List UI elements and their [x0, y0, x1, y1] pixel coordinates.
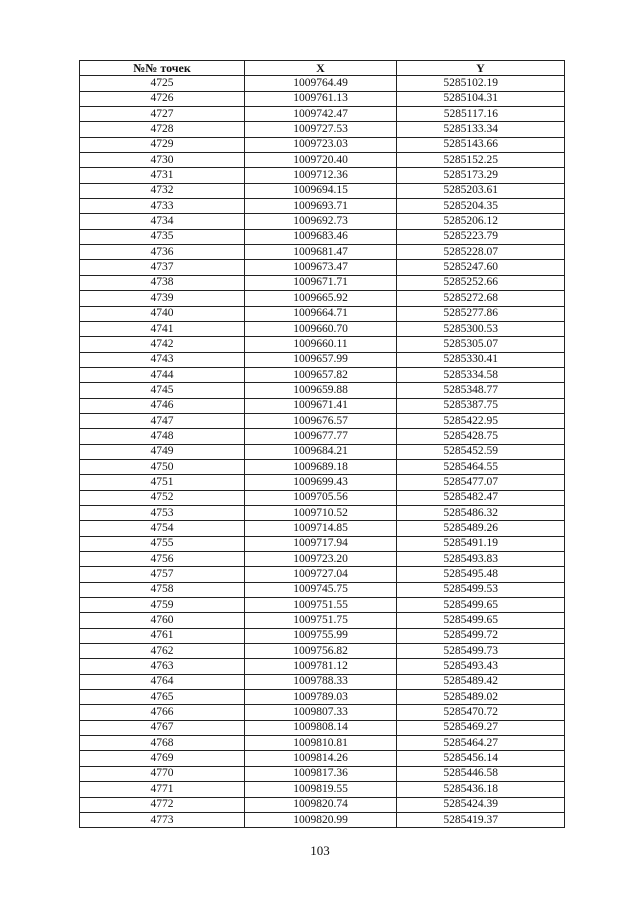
cell-point-number: 4766	[80, 705, 245, 720]
coordinates-table	[79, 60, 565, 828]
cell-point-number: 4737	[80, 260, 245, 275]
cell-point-number: 4764	[80, 674, 245, 689]
cell-y: 5285469.27	[397, 720, 565, 735]
cell-y: 5285300.53	[397, 321, 565, 336]
cell-point-number: 4769	[80, 751, 245, 766]
cell-point-number: 4736	[80, 245, 245, 260]
table-row	[80, 229, 565, 244]
page-number: 103	[310, 843, 330, 858]
table-row	[80, 444, 565, 459]
cell-point-number: 4754	[80, 521, 245, 536]
cell-point-number: 4771	[80, 782, 245, 797]
cell-y: 5285223.79	[397, 229, 565, 244]
cell-x: 1009694.15	[245, 183, 397, 198]
cell-x: 1009781.12	[245, 659, 397, 674]
cell-y: 5285102.19	[397, 76, 565, 91]
cell-point-number: 4727	[80, 107, 245, 122]
cell-y: 5285456.14	[397, 751, 565, 766]
cell-y: 5285204.35	[397, 199, 565, 214]
cell-point-number: 4749	[80, 444, 245, 459]
cell-y: 5285489.26	[397, 521, 565, 536]
cell-y: 5285206.12	[397, 214, 565, 229]
cell-y: 5285424.39	[397, 797, 565, 812]
table-row	[80, 475, 565, 490]
cell-point-number: 4740	[80, 306, 245, 321]
cell-y: 5285493.83	[397, 552, 565, 567]
table-row	[80, 76, 565, 91]
cell-y: 5285470.72	[397, 705, 565, 720]
table-row	[80, 812, 565, 827]
cell-point-number: 4746	[80, 398, 245, 413]
table-row	[80, 107, 565, 122]
table-row	[80, 782, 565, 797]
cell-y: 5285272.68	[397, 291, 565, 306]
table-row	[80, 337, 565, 352]
cell-x: 1009689.18	[245, 459, 397, 474]
cell-x: 1009727.53	[245, 122, 397, 137]
table-row	[80, 490, 565, 505]
table-row	[80, 275, 565, 290]
table-row	[80, 260, 565, 275]
table-row	[80, 291, 565, 306]
cell-x: 1009807.33	[245, 705, 397, 720]
table-row	[80, 367, 565, 382]
cell-y: 5285477.07	[397, 475, 565, 490]
column-header-x: X	[245, 61, 397, 76]
table-row	[80, 659, 565, 674]
table-row	[80, 797, 565, 812]
cell-y: 5285446.58	[397, 766, 565, 781]
cell-y: 5285330.41	[397, 352, 565, 367]
cell-point-number: 4758	[80, 582, 245, 597]
cell-y: 5285489.42	[397, 674, 565, 689]
cell-point-number: 4739	[80, 291, 245, 306]
cell-point-number: 4730	[80, 153, 245, 168]
cell-x: 1009788.33	[245, 674, 397, 689]
cell-x: 1009710.52	[245, 505, 397, 520]
cell-y: 5285203.61	[397, 183, 565, 198]
table-body	[80, 76, 565, 828]
cell-x: 1009684.21	[245, 444, 397, 459]
cell-point-number: 4753	[80, 505, 245, 520]
column-header-y: Y	[397, 61, 565, 76]
table-row	[80, 552, 565, 567]
table-row	[80, 505, 565, 520]
cell-point-number: 4747	[80, 413, 245, 428]
cell-point-number: 4761	[80, 628, 245, 643]
cell-x: 1009657.82	[245, 367, 397, 382]
cell-x: 1009665.92	[245, 291, 397, 306]
cell-y: 5285117.16	[397, 107, 565, 122]
cell-x: 1009676.57	[245, 413, 397, 428]
cell-y: 5285495.48	[397, 567, 565, 582]
cell-x: 1009671.71	[245, 275, 397, 290]
table-row	[80, 736, 565, 751]
table-row	[80, 459, 565, 474]
table-row	[80, 720, 565, 735]
cell-y: 5285387.75	[397, 398, 565, 413]
cell-x: 1009657.99	[245, 352, 397, 367]
cell-y: 5285499.65	[397, 613, 565, 628]
cell-point-number: 4765	[80, 690, 245, 705]
cell-point-number: 4738	[80, 275, 245, 290]
table-row	[80, 628, 565, 643]
cell-point-number: 4742	[80, 337, 245, 352]
table-row	[80, 245, 565, 260]
table-row	[80, 168, 565, 183]
cell-point-number: 4743	[80, 352, 245, 367]
cell-x: 1009677.77	[245, 429, 397, 444]
table-row	[80, 91, 565, 106]
table-row	[80, 413, 565, 428]
cell-point-number: 4767	[80, 720, 245, 735]
table-row	[80, 644, 565, 659]
table-row	[80, 690, 565, 705]
cell-point-number: 4757	[80, 567, 245, 582]
cell-x: 1009712.36	[245, 168, 397, 183]
cell-y: 5285419.37	[397, 812, 565, 827]
table-row	[80, 766, 565, 781]
cell-x: 1009742.47	[245, 107, 397, 122]
cell-x: 1009727.04	[245, 567, 397, 582]
cell-x: 1009755.99	[245, 628, 397, 643]
table-row	[80, 183, 565, 198]
cell-y: 5285489.02	[397, 690, 565, 705]
cell-y: 5285133.34	[397, 122, 565, 137]
cell-x: 1009789.03	[245, 690, 397, 705]
cell-y: 5285452.59	[397, 444, 565, 459]
cell-point-number: 4734	[80, 214, 245, 229]
cell-point-number: 4763	[80, 659, 245, 674]
cell-y: 5285486.32	[397, 505, 565, 520]
table-row	[80, 199, 565, 214]
cell-point-number: 4731	[80, 168, 245, 183]
cell-y: 5285491.19	[397, 536, 565, 551]
cell-point-number: 4760	[80, 613, 245, 628]
table-row	[80, 153, 565, 168]
cell-y: 5285499.65	[397, 598, 565, 613]
cell-y: 5285499.72	[397, 628, 565, 643]
cell-point-number: 4751	[80, 475, 245, 490]
cell-y: 5285428.75	[397, 429, 565, 444]
cell-x: 1009683.46	[245, 229, 397, 244]
table-row	[80, 598, 565, 613]
cell-x: 1009745.75	[245, 582, 397, 597]
cell-y: 5285464.27	[397, 736, 565, 751]
cell-x: 1009817.36	[245, 766, 397, 781]
cell-x: 1009761.13	[245, 91, 397, 106]
table-row	[80, 705, 565, 720]
cell-point-number: 4744	[80, 367, 245, 382]
cell-x: 1009810.81	[245, 736, 397, 751]
cell-y: 5285305.07	[397, 337, 565, 352]
cell-x: 1009764.49	[245, 76, 397, 91]
cell-point-number: 4748	[80, 429, 245, 444]
table-row	[80, 352, 565, 367]
cell-point-number: 4733	[80, 199, 245, 214]
cell-point-number: 4773	[80, 812, 245, 827]
cell-point-number: 4729	[80, 137, 245, 152]
table-row	[80, 383, 565, 398]
table-row	[80, 567, 565, 582]
cell-x: 1009723.20	[245, 552, 397, 567]
cell-y: 5285277.86	[397, 306, 565, 321]
cell-point-number: 4755	[80, 536, 245, 551]
cell-point-number: 4732	[80, 183, 245, 198]
cell-x: 1009693.71	[245, 199, 397, 214]
cell-y: 5285499.73	[397, 644, 565, 659]
cell-point-number: 4772	[80, 797, 245, 812]
table-row	[80, 429, 565, 444]
cell-x: 1009673.47	[245, 260, 397, 275]
table-row	[80, 521, 565, 536]
table-row	[80, 137, 565, 152]
cell-x: 1009717.94	[245, 536, 397, 551]
cell-point-number: 4750	[80, 459, 245, 474]
table-row	[80, 582, 565, 597]
cell-y: 5285422.95	[397, 413, 565, 428]
cell-y: 5285173.29	[397, 168, 565, 183]
cell-point-number: 4756	[80, 552, 245, 567]
table-row	[80, 306, 565, 321]
table-header-row	[80, 61, 565, 76]
cell-y: 5285493.43	[397, 659, 565, 674]
cell-point-number: 4735	[80, 229, 245, 244]
cell-point-number: 4728	[80, 122, 245, 137]
cell-x: 1009671.41	[245, 398, 397, 413]
cell-x: 1009659.88	[245, 383, 397, 398]
table-row	[80, 536, 565, 551]
cell-x: 1009820.99	[245, 812, 397, 827]
cell-x: 1009820.74	[245, 797, 397, 812]
cell-x: 1009756.82	[245, 644, 397, 659]
cell-y: 5285348.77	[397, 383, 565, 398]
cell-x: 1009660.11	[245, 337, 397, 352]
cell-x: 1009808.14	[245, 720, 397, 735]
cell-point-number: 4745	[80, 383, 245, 398]
cell-x: 1009681.47	[245, 245, 397, 260]
cell-point-number: 4759	[80, 598, 245, 613]
table-row	[80, 751, 565, 766]
cell-y: 5285104.31	[397, 91, 565, 106]
table-row	[80, 613, 565, 628]
cell-x: 1009664.71	[245, 306, 397, 321]
table-row	[80, 398, 565, 413]
cell-x: 1009814.26	[245, 751, 397, 766]
cell-x: 1009751.55	[245, 598, 397, 613]
cell-x: 1009723.03	[245, 137, 397, 152]
cell-y: 5285252.66	[397, 275, 565, 290]
cell-point-number: 4726	[80, 91, 245, 106]
cell-x: 1009660.70	[245, 321, 397, 336]
cell-y: 5285499.53	[397, 582, 565, 597]
table-row	[80, 214, 565, 229]
table-row	[80, 321, 565, 336]
cell-x: 1009705.56	[245, 490, 397, 505]
cell-point-number: 4770	[80, 766, 245, 781]
cell-y: 5285464.55	[397, 459, 565, 474]
column-header-point-number: №№ точек	[80, 61, 245, 76]
cell-y: 5285334.58	[397, 367, 565, 382]
table-row	[80, 122, 565, 137]
cell-point-number: 4752	[80, 490, 245, 505]
cell-x: 1009714.85	[245, 521, 397, 536]
cell-y: 5285152.25	[397, 153, 565, 168]
cell-x: 1009699.43	[245, 475, 397, 490]
cell-y: 5285143.66	[397, 137, 565, 152]
cell-point-number: 4762	[80, 644, 245, 659]
cell-y: 5285247.60	[397, 260, 565, 275]
cell-point-number: 4725	[80, 76, 245, 91]
cell-y: 5285228.07	[397, 245, 565, 260]
cell-x: 1009751.75	[245, 613, 397, 628]
cell-x: 1009720.40	[245, 153, 397, 168]
cell-point-number: 4741	[80, 321, 245, 336]
cell-y: 5285482.47	[397, 490, 565, 505]
cell-x: 1009692.73	[245, 214, 397, 229]
cell-point-number: 4768	[80, 736, 245, 751]
cell-x: 1009819.55	[245, 782, 397, 797]
cell-y: 5285436.18	[397, 782, 565, 797]
table-row	[80, 674, 565, 689]
